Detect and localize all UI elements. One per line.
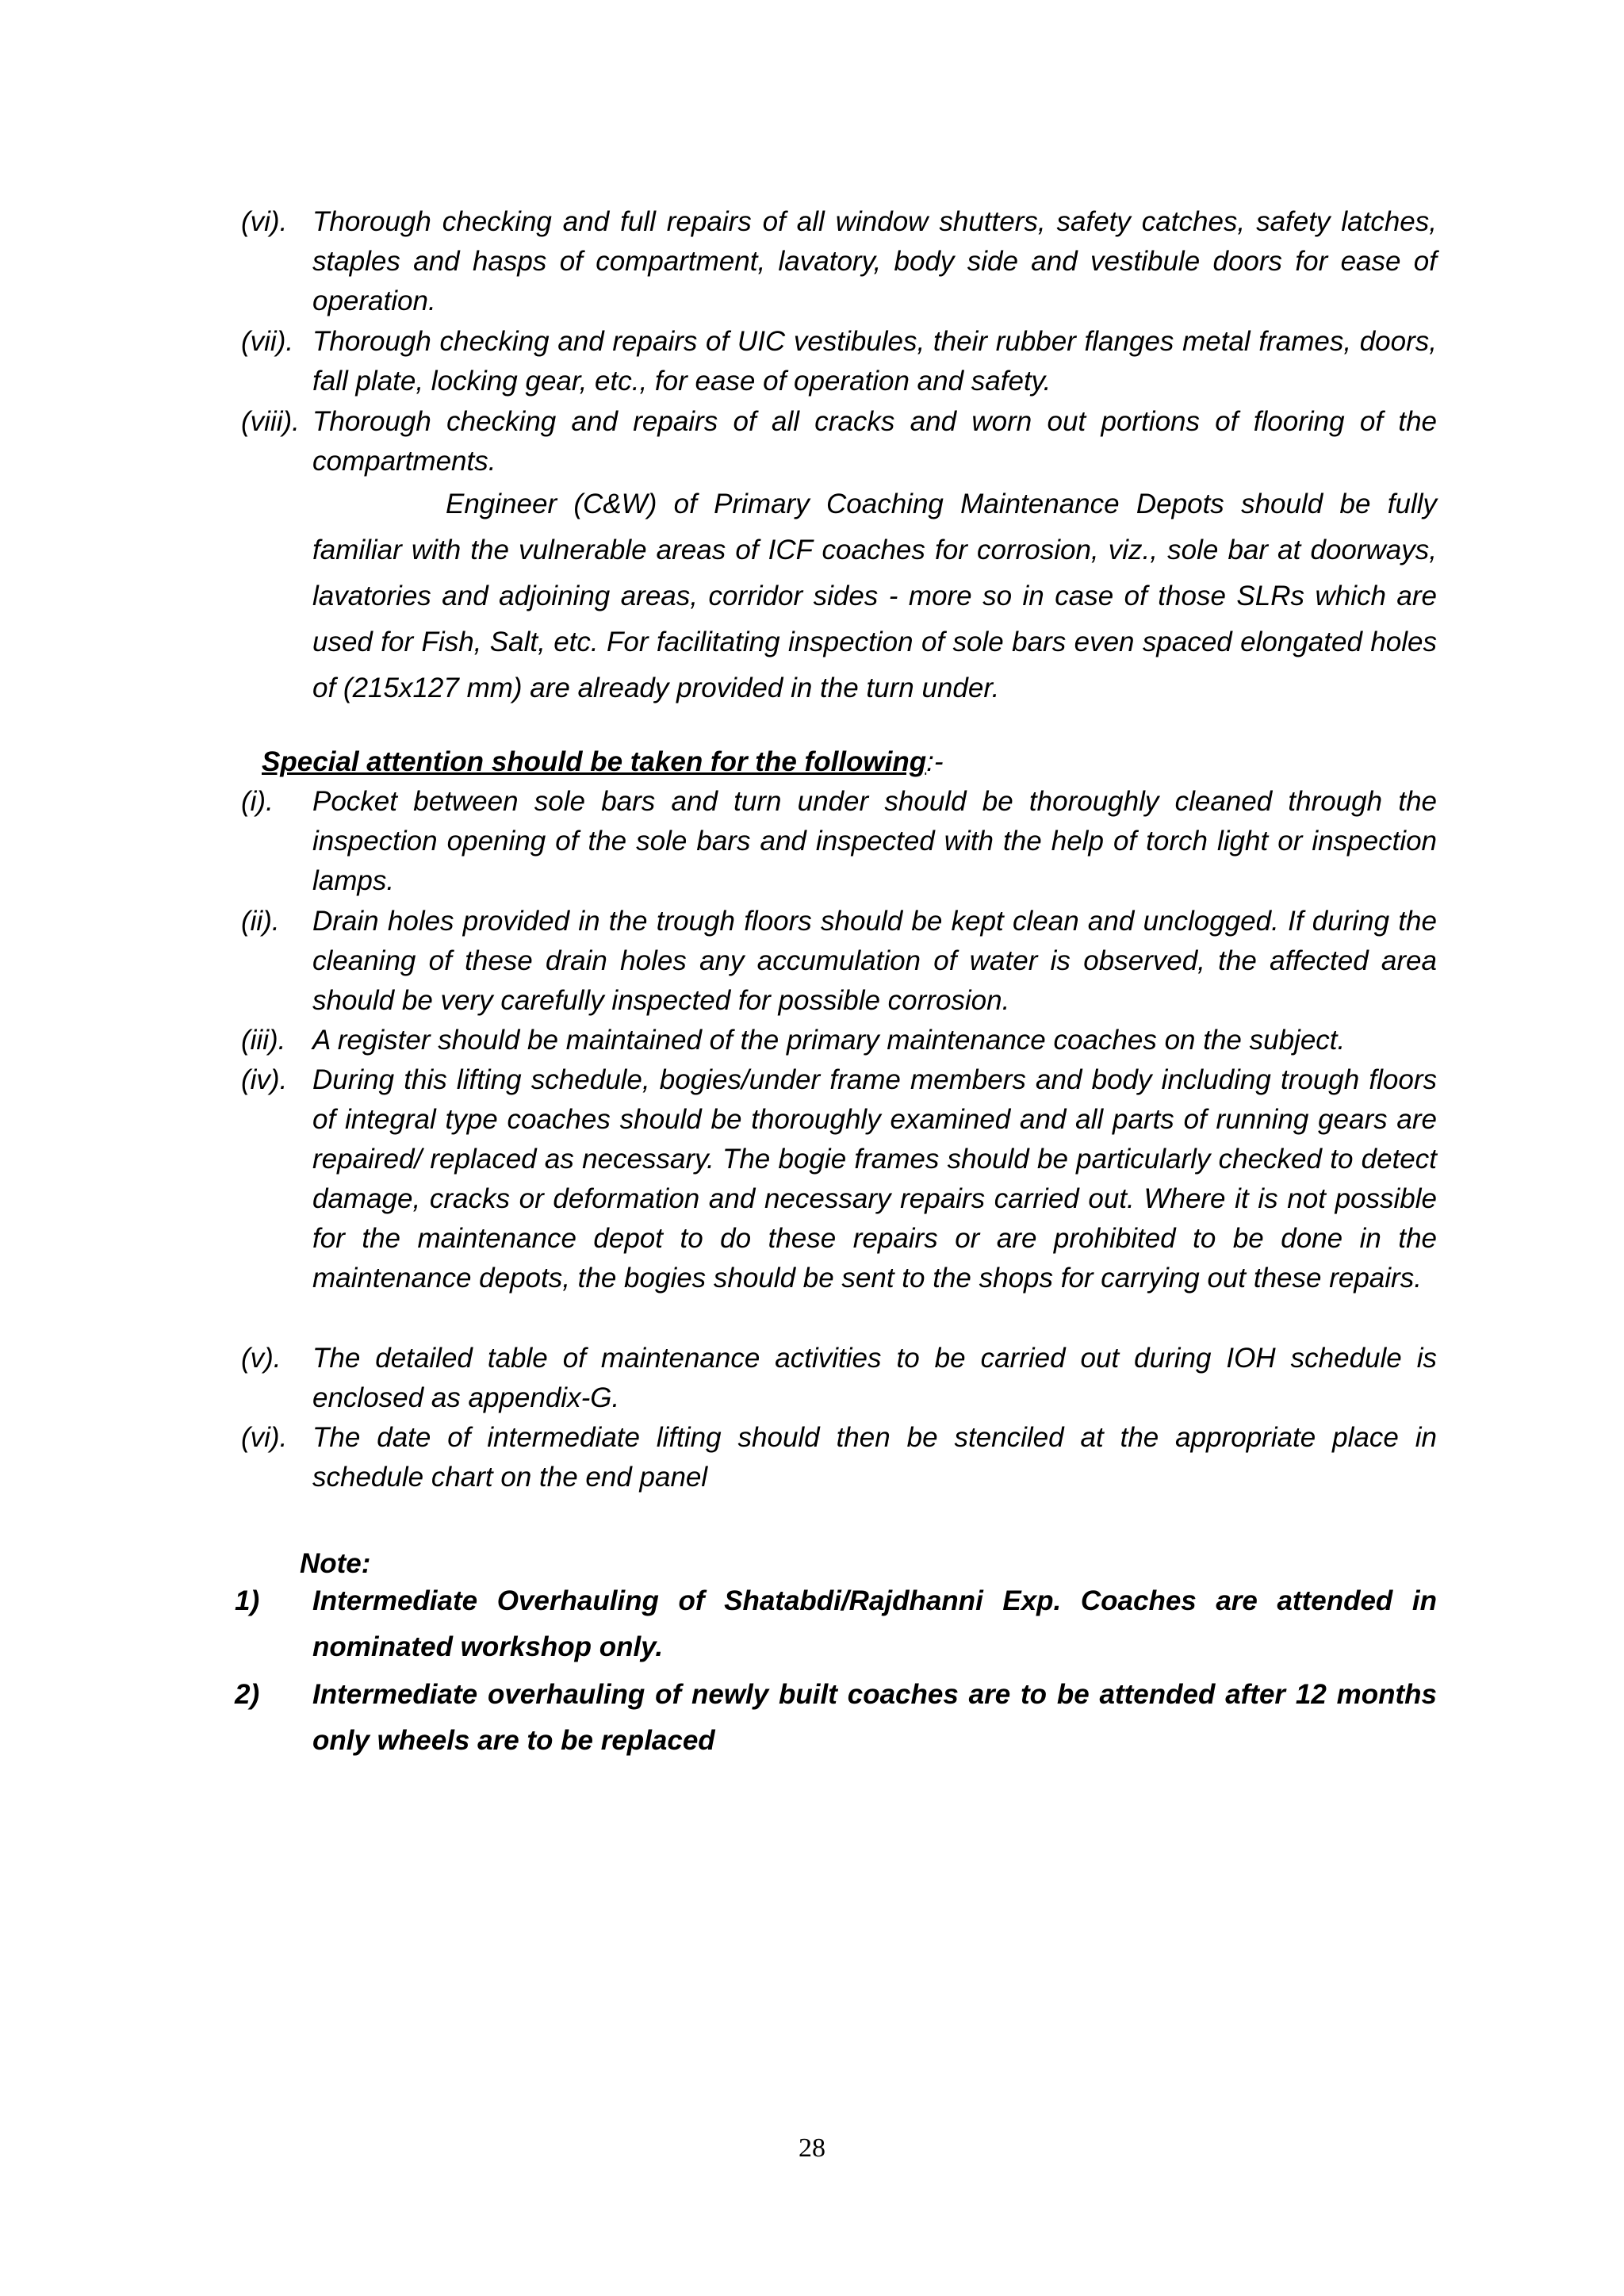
list-item-number: (vi). bbox=[241, 1422, 288, 1453]
list-item-text: During this lifting schedule, bogies/under frame members and body including trough floors of integral type coaches should be thoroughly examined and all parts of running gears are repaired/ replaced as necessary. The bogie frames should be particularly checked to detect damage, cracks or deformation and necessary repairs carried out. Where it is not possible for the maintenance depot to do these repairs or are prohibited to be done in the maintenance depots, the bogies should be sent to the shops for carrying out these repairs. bbox=[312, 1064, 1437, 1294]
list-item-viii bbox=[241, 402, 1437, 481]
special-item-iv bbox=[241, 1060, 1437, 1298]
heading-text: Special attention should be taken for the following bbox=[262, 746, 927, 777]
list-item-number: (i). bbox=[241, 786, 274, 817]
heading-suffix: :- bbox=[926, 746, 944, 777]
page-number: 28 bbox=[799, 2133, 825, 2163]
list-item-number: (v). bbox=[241, 1343, 282, 1374]
special-item-v bbox=[241, 1339, 1437, 1418]
note-item-2 bbox=[235, 1672, 1437, 1764]
list-item-text: Pocket between sole bars and turn under should be thoroughly cleaned through the inspection opening of the sole bars and inspected with the help of torch light or inspection lamps. bbox=[312, 786, 1437, 896]
special-item-ii bbox=[241, 902, 1437, 1021]
special-item-vi bbox=[241, 1418, 1437, 1497]
special-attention-heading bbox=[262, 742, 944, 782]
special-item-i bbox=[241, 782, 1437, 901]
special-item-iii bbox=[241, 1021, 1437, 1060]
list-item-text: Thorough checking and full repairs of all window shutters, safety catches, safety latches, staples and hasps of compartment, lavatory, body side and vestibule doors for ease of operation. bbox=[312, 206, 1437, 316]
list-item-text: The detailed table of maintenance activities to be carried out during IOH schedule is enclosed as appendix-G. bbox=[312, 1343, 1437, 1413]
list-item-number: (ii). bbox=[241, 906, 280, 937]
note-text: Intermediate overhauling of newly built coaches are to be attended after 12 months only wheels are to be replaced bbox=[312, 1679, 1437, 1756]
list-item-number: (iv). bbox=[241, 1064, 288, 1095]
engineer-paragraph: Engineer (C&W) of Primary Coaching Maintenance Depots should be fully familiar with the vulnerable areas of ICF coaches for corrosion, viz., sole bar at doorways, lavatories and adjoining areas, corridor sides - more so in case of those SLRs which are used for Fish, Salt, etc. For facilitating inspection of sole bars even spaced elongated holes of (215x127 mm) are already provided in the turn under. bbox=[312, 489, 1437, 703]
list-item-vi bbox=[241, 202, 1437, 321]
list-item-text: Thorough checking and repairs of all cracks and worn out portions of flooring of the compartments. bbox=[312, 406, 1437, 477]
list-item-number: (vii). bbox=[241, 326, 294, 357]
list-item-number: (iii). bbox=[241, 1025, 286, 1056]
list-item-number: (viii). bbox=[241, 406, 300, 437]
list-item-text: The date of intermediate lifting should then be stenciled at the appropriate place in schedule chart on the end panel bbox=[312, 1422, 1437, 1493]
note-label: Note: bbox=[300, 1548, 371, 1579]
note-item-1 bbox=[235, 1578, 1437, 1670]
list-item-text: A register should be maintained of the primary maintenance coaches on the subject. bbox=[312, 1025, 1346, 1056]
note-text: Intermediate Overhauling of Shatabdi/Rajdhanni Exp. Coaches are attended in nominated workshop only. bbox=[312, 1585, 1437, 1662]
note-number: 2) bbox=[235, 1679, 260, 1710]
list-item-number: (vi). bbox=[241, 206, 288, 237]
note-number: 1) bbox=[235, 1585, 260, 1616]
list-item-text: Thorough checking and repairs of UIC vestibules, their rubber flanges metal frames, doors, fall plate, locking gear, etc., for ease of operation and safety. bbox=[312, 326, 1437, 397]
list-item-vii bbox=[241, 322, 1437, 401]
list-item-text: Drain holes provided in the trough floors should be kept clean and unclogged. If during the cleaning of these drain holes any accumulation of water is observed, the affected area should be very carefully inspected for possible corrosion. bbox=[312, 906, 1437, 1016]
